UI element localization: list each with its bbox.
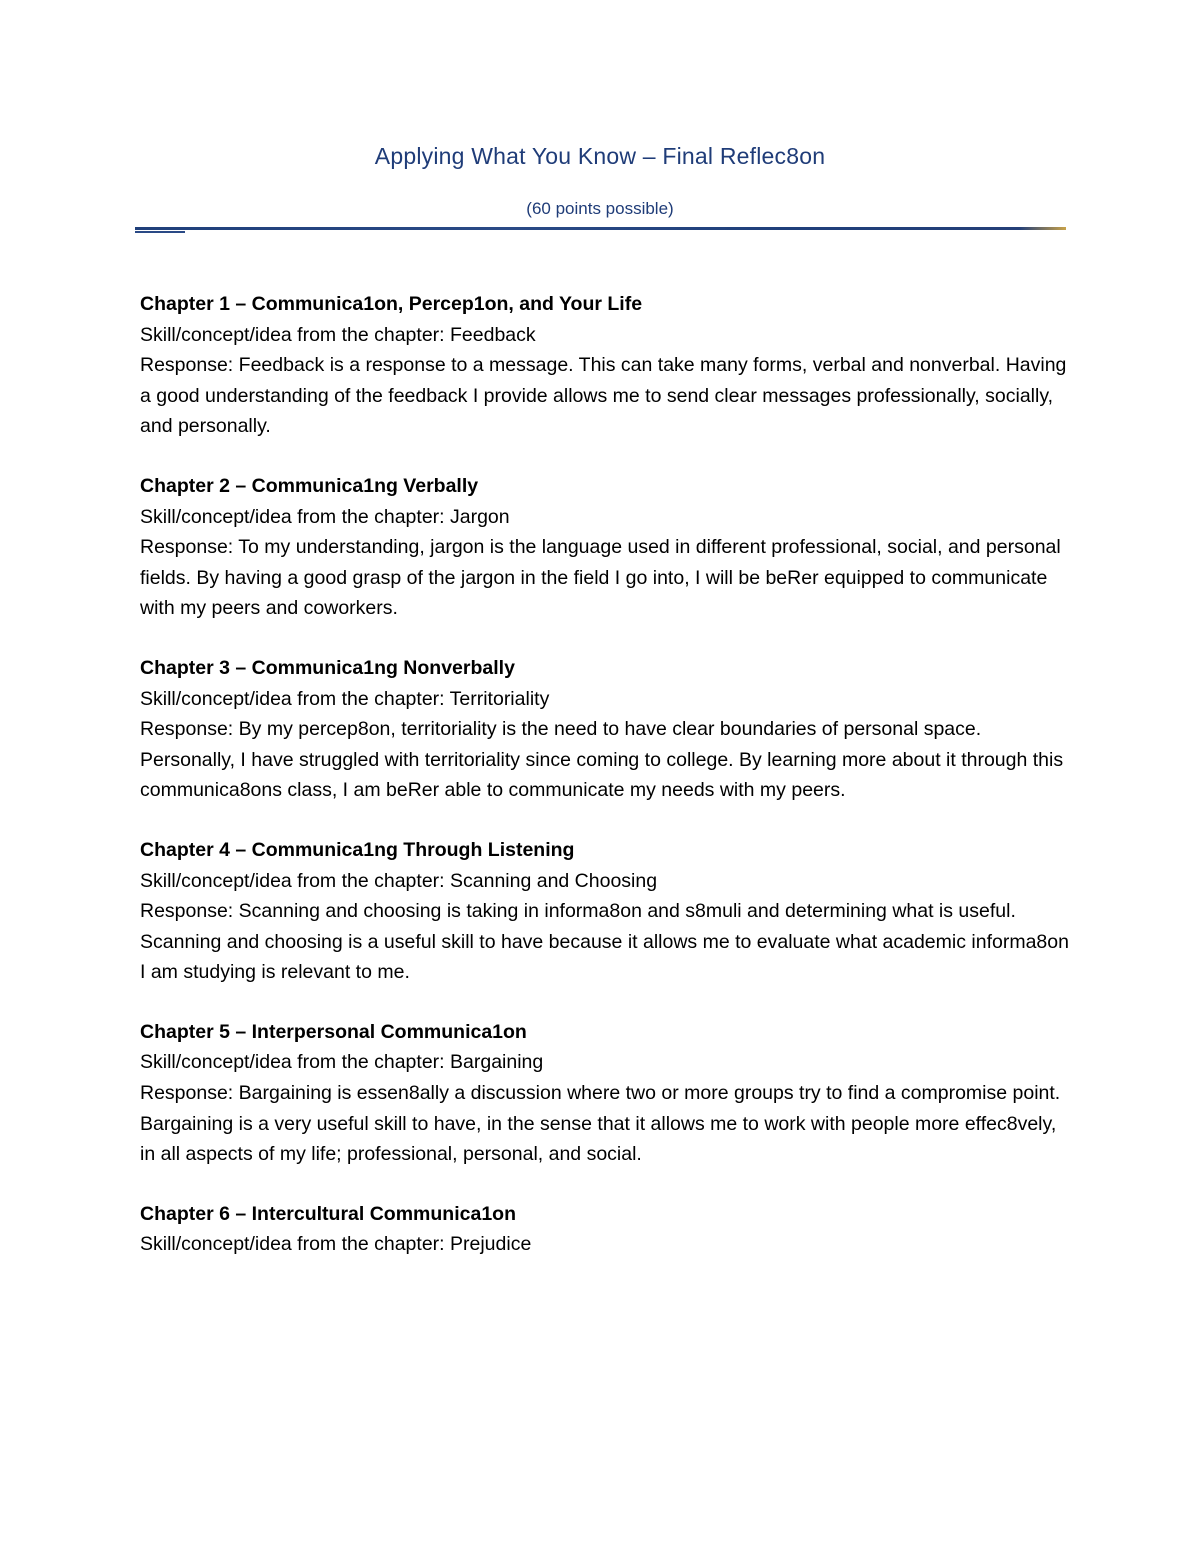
skill-line [140,866,1070,897]
skill-value: Territoriality [449,687,550,710]
response-prefix: Response: [140,718,239,741]
chapter-section [140,1017,1070,1170]
chapter-heading: Chapter 6 – Intercultural Communica1on [140,1202,516,1225]
response-prefix: Response: [140,536,239,559]
response-paragraph [140,532,1070,624]
chapter-heading: Chapter 4 – Communica1ng Through Listening [140,838,575,861]
response-paragraph [140,350,1070,442]
response-text: By my percep8on, territoriality is the need to have clear boundaries of personal space. Personally, I have struggled with territoriality since coming to college. By learning more about it through this communica8ons class, I am beRer able to communicate my needs with my peers. [140,718,1064,802]
chapter-section [140,471,1070,624]
response-paragraph [140,1078,1070,1170]
skill-prefix: Skill/concept/idea from the chapter: [140,869,450,892]
response-text: Scanning and choosing is taking in informa8on and s8muli and determining what is useful. Scanning and choosing is a useful skill to have because it allows me to evaluate what academic informa8on I am studying is relevant to me. [140,900,1069,984]
response-prefix: Response: [140,1082,239,1105]
title-divider-accent [135,231,185,233]
response-text: Bargaining is essen8ally a discussion where two or more groups try to find a compromise point. Bargaining is a very useful skill to have, in the sense that it allows me to work with people more effec8vely, in all aspects of my life; professional, personal, and social. [140,1082,1061,1166]
chapter-section [140,835,1070,988]
document-title: Applying What You Know – Final Reflec8on [374,143,826,169]
skill-prefix: Skill/concept/idea from the chapter: [140,1233,450,1256]
skill-value: Prejudice [450,1233,532,1256]
title-divider [135,227,1066,230]
response-paragraph [140,714,1070,806]
skill-line [140,502,1070,533]
skill-value: Feedback [450,323,536,346]
chapter-heading: Chapter 2 – Communica1ng Verbally [140,474,479,497]
chapter-section [140,289,1070,442]
skill-prefix: Skill/concept/idea from the chapter: [140,687,450,710]
skill-value: Jargon [450,505,510,528]
chapter-heading: Chapter 1 – Communica1on, Percep1on, and Your Life [140,293,643,315]
skill-line [140,1229,1070,1260]
skill-prefix: Skill/concept/idea from the chapter: [140,323,450,346]
skill-value: Bargaining [450,1051,544,1074]
skill-line [140,320,1070,351]
chapter-section [140,1199,1070,1260]
document-body [140,289,1070,1289]
chapter-section [140,653,1070,806]
skill-line [140,684,1070,715]
document-subtitle: (60 points possible) [526,199,674,218]
chapter-heading: Chapter 3 – Communica1ng Nonverbally [140,656,515,679]
response-prefix: Response: [140,900,239,923]
skill-prefix: Skill/concept/idea from the chapter: [140,505,450,528]
skill-prefix: Skill/concept/idea from the chapter: [140,1051,450,1074]
skill-line [140,1047,1070,1078]
response-text: Feedback is a response to a message. This can take many forms, verbal and nonverbal. Having a good understanding of the feedback I provide allows me to send clear messages professionally, socially, and personally. [140,354,1067,438]
response-paragraph [140,896,1070,988]
response-prefix: Response: [140,354,239,377]
chapter-heading: Chapter 5 – Interpersonal Communica1on [140,1020,527,1043]
response-text: To my understanding, jargon is the language used in different professional, social, and personal fields. By having a good grasp of the jargon in the field I go into, I will be beRer equipped to communicate with my peers and coworkers. [140,536,1061,620]
skill-value: Scanning and Choosing [450,869,658,892]
